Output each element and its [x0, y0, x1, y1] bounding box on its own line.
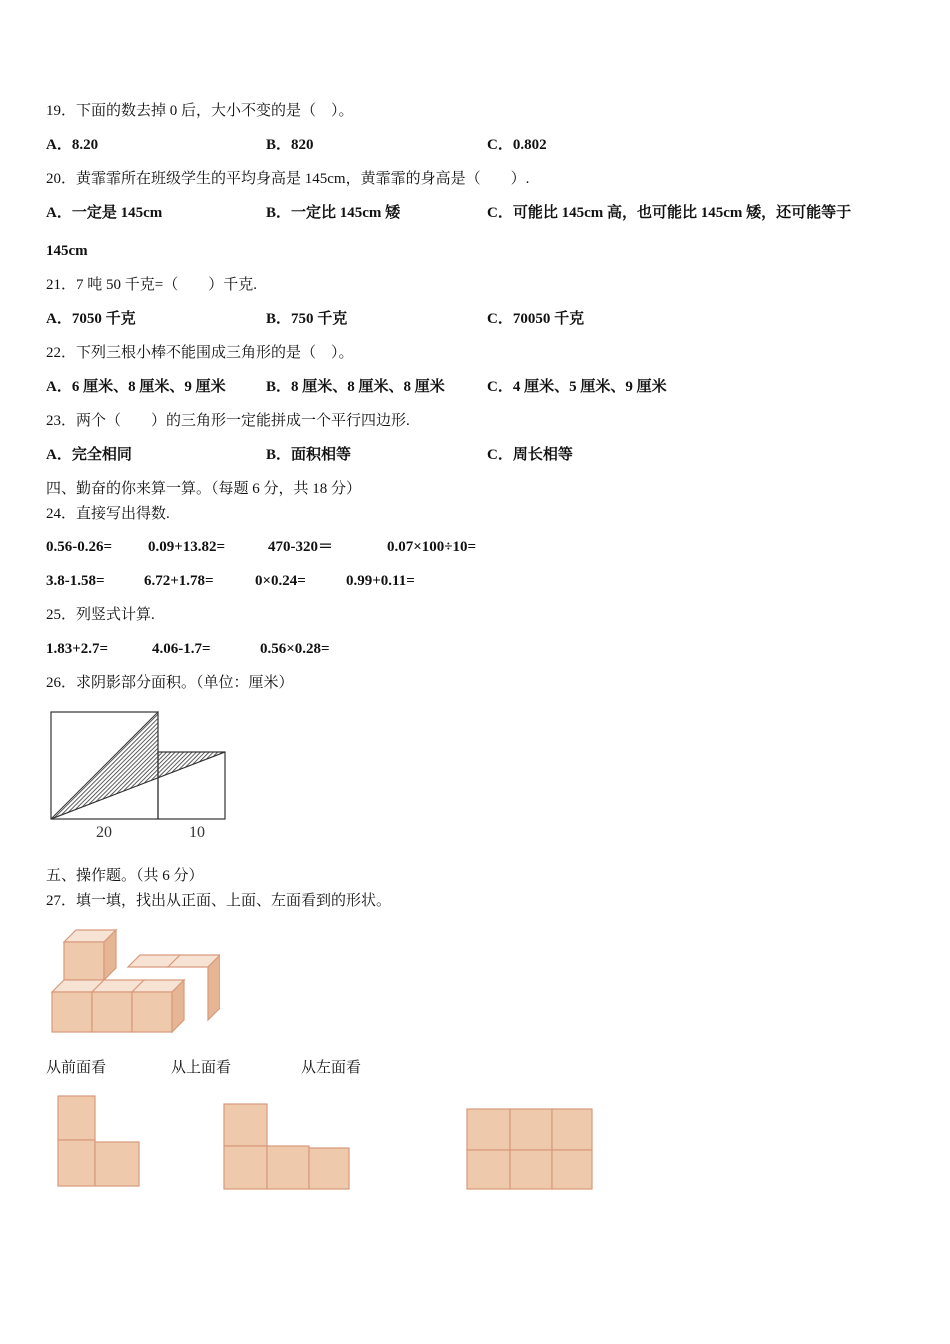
q24-item: 0.07×100÷10= — [387, 539, 477, 555]
label-20: 20 — [96, 824, 112, 841]
q24-item: 0×0.24= — [255, 573, 306, 589]
q20-stem: 20．黄霏霏所在班级学生的平均身高是 145cm，黄霏霏的身高是（ ）. — [46, 171, 530, 187]
q22-stem: 22．下列三根小棒不能围成三角形的是（ ）。 — [46, 345, 354, 361]
view-label-front: 从前面看 — [46, 1060, 107, 1076]
q25-stem: 25．列竖式计算. — [46, 607, 155, 623]
shaded-area-figure — [40, 700, 240, 850]
q23-option-b: B．面积相等 — [266, 447, 352, 463]
view-label-left: 从左面看 — [301, 1060, 362, 1076]
q22-option-a: A．6 厘米、8 厘米、9 厘米 — [46, 379, 226, 395]
q26-stem: 26．求阴影部分面积。（单位：厘米） — [46, 675, 294, 691]
q21-option-b: B．750 千克 — [266, 311, 348, 327]
q20-option-a: A．一定是 145cm — [46, 205, 163, 221]
q24-item: 470-320＝ — [268, 539, 333, 555]
label-10: 10 — [189, 824, 205, 841]
q27-stem: 27．填一填，找出从正面、上面、左面看到的形状。 — [46, 893, 392, 909]
q23-option-a: A．完全相同 — [46, 447, 132, 463]
q22-option-b: B．8 厘米、8 厘米、8 厘米 — [266, 379, 445, 395]
q24-stem: 24．直接写出得数. — [46, 506, 170, 522]
q20-option-b: B．一定比 145cm 矮 — [266, 205, 401, 221]
q21-option-c: C．70050 千克 — [487, 311, 585, 327]
q24-item: 6.72+1.78= — [144, 573, 214, 589]
left-view-figure — [462, 1104, 598, 1194]
q19-option-b: B．820 — [266, 137, 314, 153]
section5-heading: 五、操作题。（共 6 分） — [46, 868, 204, 884]
q24-item: 0.99+0.11= — [346, 573, 415, 589]
front-view-figure — [50, 1090, 150, 1190]
cube-stack-figure — [40, 920, 220, 1040]
q23-stem: 23．两个（ ）的三角形一定能拼成一个平行四边形. — [46, 413, 410, 429]
q25-item: 4.06-1.7= — [152, 641, 211, 657]
q20-option-c: C．可能比 145cm 高，也可能比 145cm 矮，还可能等于 — [487, 205, 852, 221]
q19-stem: 19．下面的数去掉 0 后，大小不变的是（ ）。 — [46, 103, 354, 119]
q24-item: 0.09+13.82= — [148, 539, 226, 555]
q24-item: 3.8-1.58= — [46, 573, 105, 589]
view-label-top: 从上面看 — [171, 1060, 232, 1076]
q19-option-a: A．8.20 — [46, 137, 99, 153]
q25-item: 0.56×0.28= — [260, 641, 330, 657]
section4-heading: 四、勤奋的你来算一算。（每题 6 分，共 18 分） — [46, 481, 362, 497]
q25-item: 1.83+2.7= — [46, 641, 109, 657]
shaded-triangle — [51, 712, 225, 819]
q20-option-c-cont: 145cm — [46, 243, 88, 259]
q21-stem: 21．7 吨 50 千克=（ ）千克. — [46, 277, 257, 293]
q23-option-c: C．周长相等 — [487, 447, 573, 463]
q21-option-a: A．7050 千克 — [46, 311, 136, 327]
q19-option-c: C．0.802 — [487, 137, 547, 153]
top-view-figure — [218, 1100, 358, 1195]
q24-item: 0.56-0.26= — [46, 539, 113, 555]
q22-option-c: C．4 厘米、5 厘米、9 厘米 — [487, 379, 667, 395]
